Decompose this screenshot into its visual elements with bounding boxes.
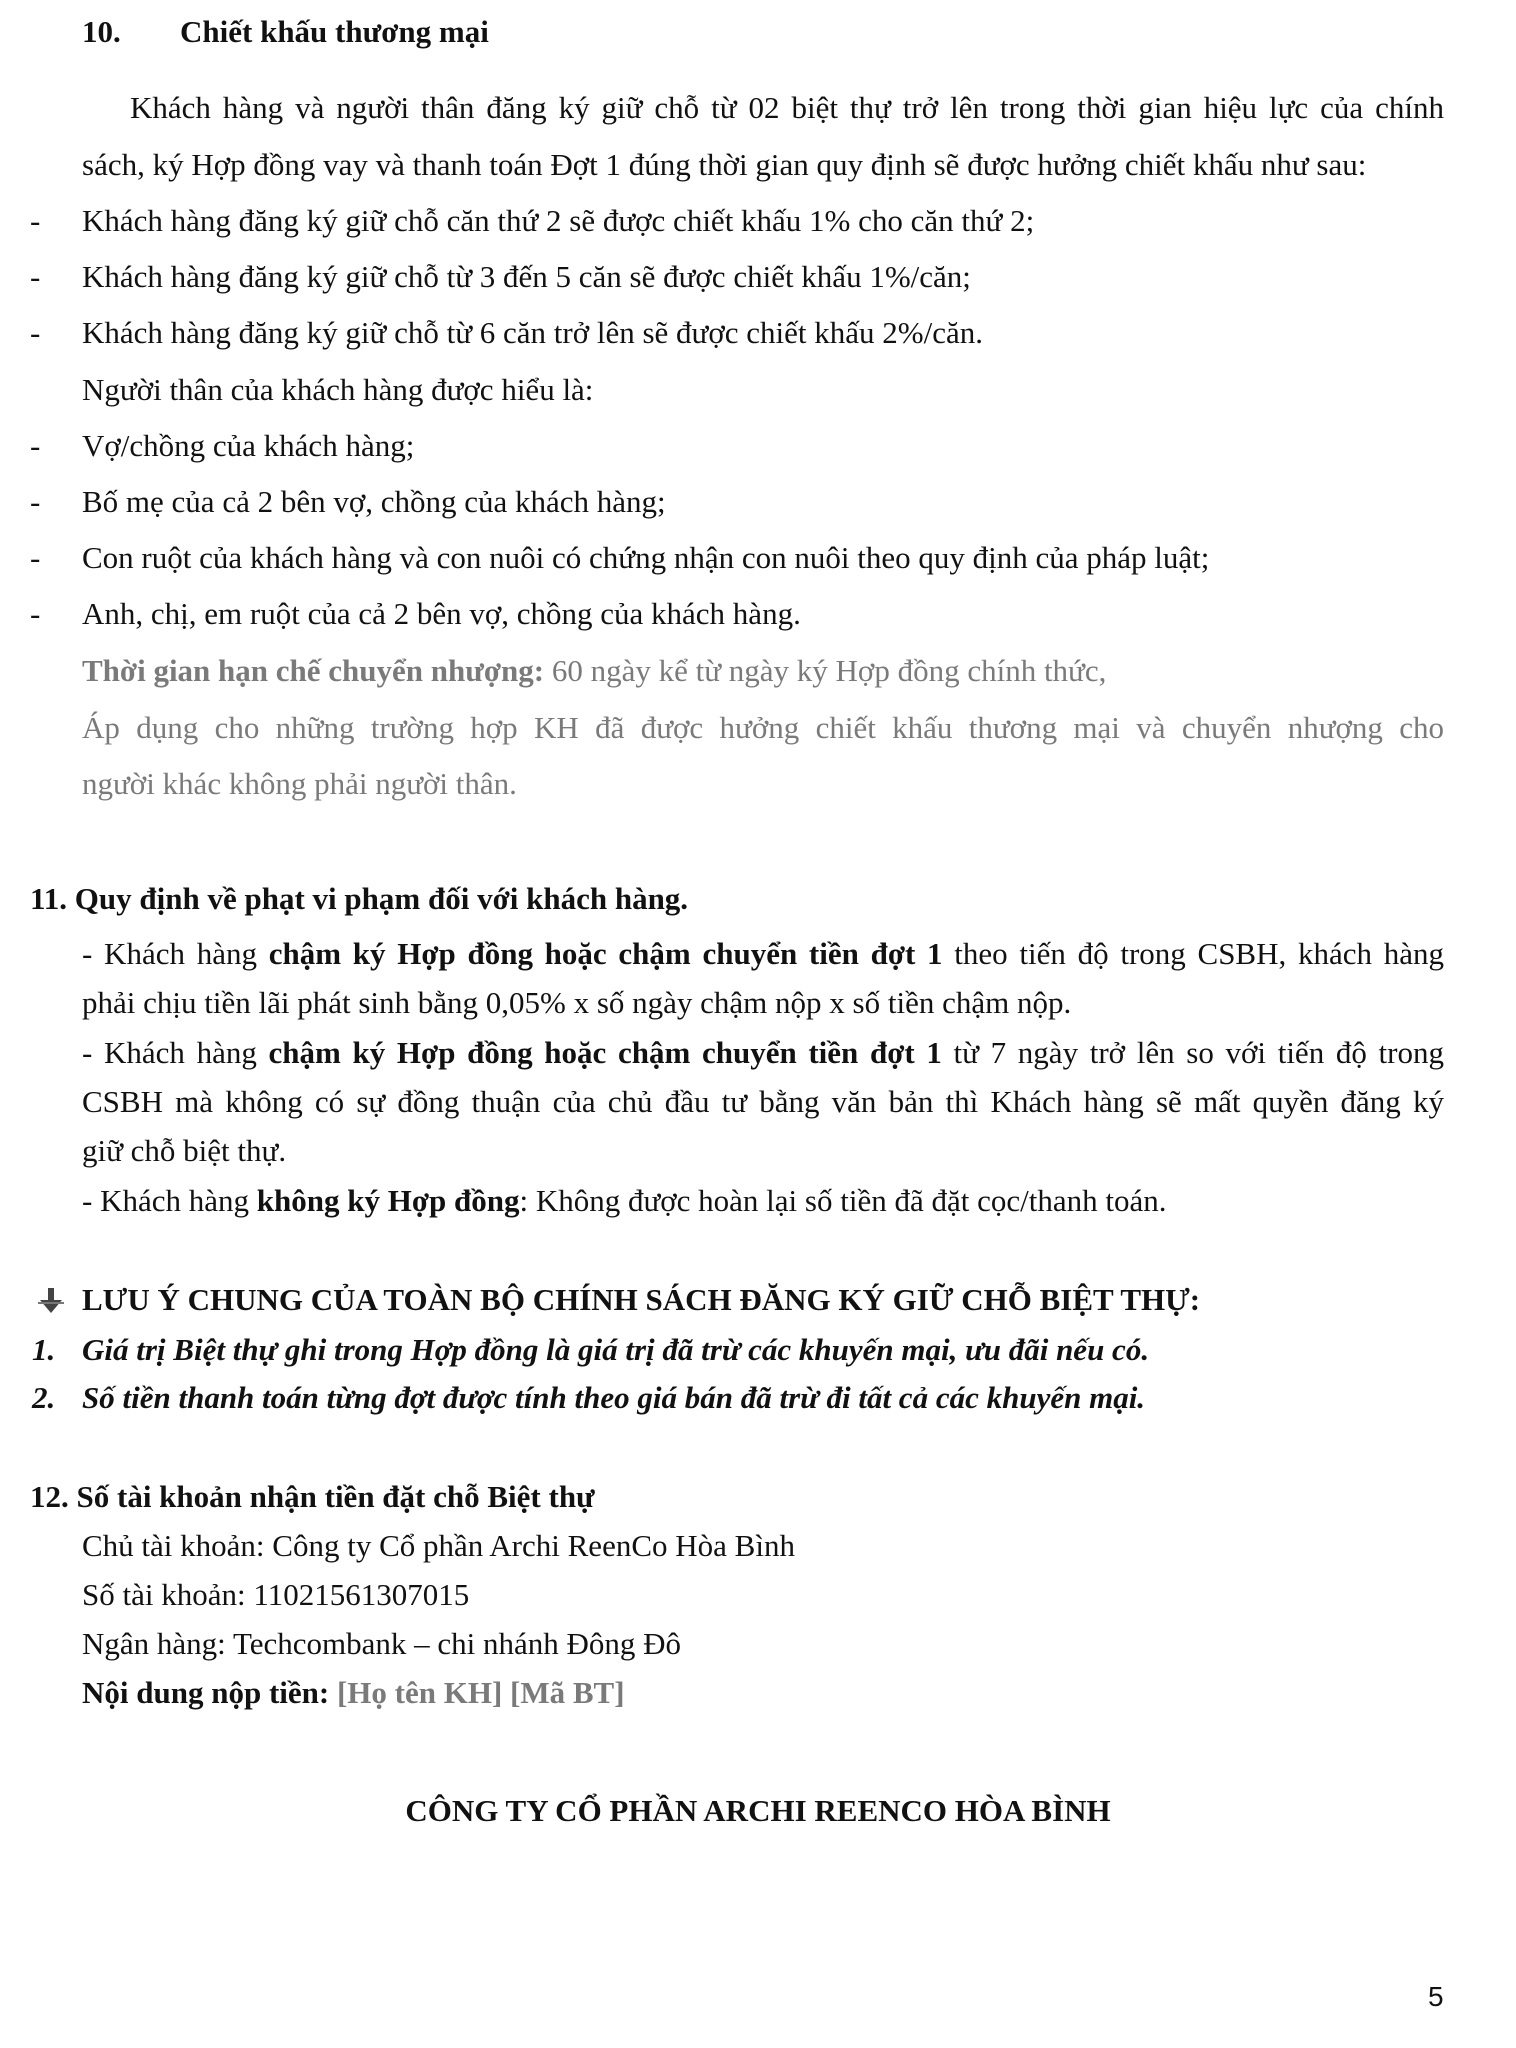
bullet-dash: -: [30, 259, 41, 294]
penalty-1-suffix: theo tiến độ trong CSBH, khách hàng: [942, 936, 1444, 971]
apply-line-1: Áp dụng cho những trường hợp KH đã được hưởng chiết khấu thương mại và chuyển nhượng cho: [82, 710, 1444, 745]
discount-bullet: Khách hàng đăng ký giữ chỗ từ 3 đến 5 căn sẽ được chiết khấu 1%/căn;: [82, 259, 971, 294]
penalty-2-bold: chậm ký Hợp đồng hoặc chậm chuyển tiền đợt 1: [268, 1035, 942, 1070]
section-10-title: Chiết khấu thương mại: [180, 14, 489, 49]
penalty-1-line-1: [82, 938, 1444, 969]
note-item: Giá trị Biệt thự ghi trong Hợp đồng là giá trị đã trừ các khuyến mại, ưu đãi nếu có.: [82, 1332, 1150, 1367]
payment-content-value: [Họ tên KH] [Mã BT]: [329, 1675, 625, 1710]
restriction-line: [82, 655, 1106, 686]
bullet-dash: -: [30, 428, 41, 463]
penalty-3-bold: không ký Hợp đồng: [256, 1183, 520, 1218]
company-signature: CÔNG TY CỔ PHẦN ARCHI REENCO HÒA BÌNH: [405, 1793, 1111, 1828]
general-notes-title: LƯU Ý CHUNG CỦA TOÀN BỘ CHÍNH SÁCH ĐĂNG KÝ GIỮ CHỖ BIỆT THỰ:: [82, 1282, 1201, 1317]
penalty-1-line-2: phải chịu tiền lãi phát sinh bằng 0,05% x số ngày chậm nộp x số tiền chậm nộp.: [82, 985, 1072, 1020]
section-12-title: 12. Số tài khoản nhận tiền đặt chỗ Biệt thự: [30, 1479, 595, 1514]
relatives-intro: Người thân của khách hàng được hiểu là:: [82, 372, 594, 407]
penalty-3-suffix: : Không được hoàn lại số tiền đã đặt cọc/thanh toán.: [519, 1183, 1167, 1218]
note-number: 1.: [32, 1332, 56, 1367]
penalty-2-line-1: [82, 1037, 1444, 1068]
penalty-2-prefix: - Khách hàng: [82, 1035, 269, 1070]
note-item: Số tiền thanh toán từng đợt được tính theo giá bán đã trừ đi tất cả các khuyến mại.: [82, 1380, 1146, 1415]
bullet-dash: -: [30, 596, 41, 631]
bullet-dash: -: [30, 540, 41, 575]
penalty-3-line: [82, 1185, 1166, 1216]
bullet-dash: -: [30, 484, 41, 519]
penalty-2-line-2: CSBH mà không có sự đồng thuận của chủ đầu tư bằng văn bản thì Khách hàng sẽ mất quyền đăng ký: [82, 1084, 1444, 1119]
bank-name: Ngân hàng: Techcombank – chi nhánh Đông Đô: [82, 1626, 682, 1661]
section-11-title: 11. Quy định về phạt vi phạm đối với khách hàng.: [30, 881, 689, 916]
note-number: 2.: [32, 1380, 56, 1415]
penalty-1-prefix: - Khách hàng: [82, 936, 269, 971]
bullet-dash: -: [30, 315, 41, 350]
relative-item: Anh, chị, em ruột của cả 2 bên vợ, chồng của khách hàng.: [82, 596, 801, 631]
arrow-down-icon: [36, 1286, 66, 1316]
restriction-label: Thời gian hạn chế chuyển nhượng:: [82, 653, 545, 688]
discount-bullet: Khách hàng đăng ký giữ chỗ từ 6 căn trở lên sẽ được chiết khấu 2%/căn.: [82, 315, 983, 350]
payment-content: [82, 1677, 625, 1708]
relative-item: Bố mẹ của cả 2 bên vợ, chồng của khách hàng;: [82, 484, 666, 519]
section-10-paragraph-line-1: Khách hàng và người thân đăng ký giữ chỗ từ 02 biệt thự trở lên trong thời gian hiệu lực của chính: [130, 90, 1444, 125]
penalty-2-line-3: giữ chỗ biệt thự.: [82, 1133, 287, 1168]
penalty-1-bold: chậm ký Hợp đồng hoặc chậm chuyển tiền đợt 1: [268, 936, 943, 971]
apply-line-2: người khác không phải người thân.: [82, 766, 517, 801]
bullet-dash: -: [30, 203, 41, 238]
payment-content-label: Nội dung nộp tiền:: [82, 1675, 330, 1710]
account-number: Số tài khoản: 11021561307015: [82, 1577, 470, 1612]
relative-item: Con ruột của khách hàng và con nuôi có chứng nhận con nuôi theo quy định của pháp luật;: [82, 540, 1210, 575]
section-10-paragraph-line-2: sách, ký Hợp đồng vay và thanh toán Đợt 1 đúng thời gian quy định sẽ được hưởng chiết khấu như sau:: [82, 147, 1367, 182]
section-10-number: 10.: [82, 14, 121, 49]
restriction-text: 60 ngày kể từ ngày ký Hợp đồng chính thức,: [544, 653, 1107, 688]
account-holder: Chủ tài khoản: Công ty Cổ phần Archi ReenCo Hòa Bình: [82, 1528, 795, 1563]
penalty-3-prefix: - Khách hàng: [82, 1183, 257, 1218]
penalty-2-suffix: từ 7 ngày trở lên so với tiến độ trong: [941, 1035, 1444, 1070]
page-number: 5: [1428, 1981, 1444, 2012]
discount-bullet: Khách hàng đăng ký giữ chỗ căn thứ 2 sẽ được chiết khấu 1% cho căn thứ 2;: [82, 203, 1035, 238]
relative-item: Vợ/chồng của khách hàng;: [82, 428, 415, 463]
